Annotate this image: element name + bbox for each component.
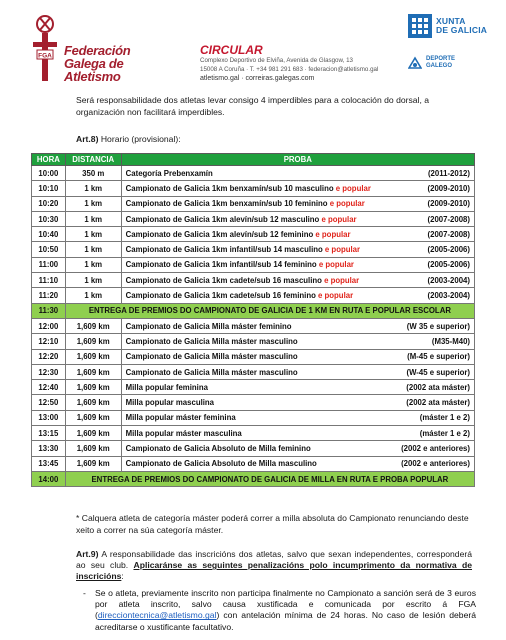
- proba-popular: e popular: [321, 275, 360, 285]
- cell-distancia: 1 km: [65, 242, 121, 257]
- proba-category: (2005-2006): [427, 245, 470, 255]
- xunta-line: XUNTA: [436, 16, 466, 26]
- schedule-row: [32, 242, 475, 257]
- cell-proba: [121, 426, 474, 441]
- circular-websites: atletismo.gal · correiras.galegas.com: [200, 75, 315, 83]
- art8-heading: [76, 133, 476, 145]
- cell-hora: 10:40: [32, 227, 66, 242]
- proba-category: (2002 e anteriores): [401, 459, 470, 469]
- schedule-row: [32, 380, 475, 395]
- cell-hora: 10:00: [32, 166, 66, 181]
- proba-name: [126, 337, 298, 346]
- fga-logo-text: FGA: [38, 52, 52, 60]
- proba-title: Campionato de Galicia Absoluto de Milla feminino: [125, 443, 311, 453]
- schedule-award-row: [32, 471, 475, 486]
- proba-title: Campionato de Galicia 1km benxamín/sub 10 masculino: [125, 183, 334, 193]
- proba-name: [126, 368, 298, 377]
- schedule-award-row: [32, 303, 475, 318]
- cell-proba: [121, 273, 474, 288]
- cell-distancia: 1,609 km: [65, 318, 121, 333]
- proba-popular: e popular: [322, 245, 361, 255]
- proba-name: [126, 352, 298, 361]
- proba-category: (2007-2008): [427, 214, 470, 224]
- cell-distancia: 1 km: [65, 227, 121, 242]
- art9-paragraph: [76, 549, 472, 583]
- proba-title: Campionato de Galicia 1km benxamín/sub 10 feminino: [125, 199, 328, 209]
- proba-category: (2009-2010): [427, 183, 470, 193]
- proba-popular: e popular: [319, 214, 357, 224]
- deporte-mark-icon: [408, 56, 422, 70]
- cell-proba: [121, 242, 474, 257]
- schedule-row: [32, 426, 475, 441]
- proba-title: Milla popular masculina: [125, 398, 215, 408]
- cell-proba: [121, 288, 474, 303]
- proba-popular: e popular: [333, 183, 371, 193]
- schedule-row: [32, 456, 475, 471]
- circular-block: [200, 44, 378, 83]
- proba-name: [126, 429, 242, 438]
- proba-category: (2007-2008): [427, 229, 470, 239]
- schedule-row: [32, 273, 475, 288]
- proba-category: (W-45 e superior): [406, 367, 470, 377]
- art9-label: Art.9): [76, 549, 99, 559]
- proba-name: [126, 230, 351, 239]
- schedule-row: [32, 441, 475, 456]
- xunta-text: [436, 17, 487, 35]
- proba-popular: e popular: [315, 291, 354, 301]
- cell-proba: [121, 257, 474, 272]
- proba-category: (M-45 e superior): [407, 352, 470, 362]
- bullet-text-end: ) con antelación mínima de 24 horas. No caso de lesión deberá acreditarse o xustificante facultativo.: [95, 610, 476, 632]
- proba-category: (2009-2010): [427, 199, 470, 209]
- email-link[interactable]: direcciontecnica@atletismo.gal: [97, 610, 217, 621]
- cell-hora: 13:15: [32, 426, 66, 441]
- cell-proba: [121, 380, 474, 395]
- schedule-row: [32, 227, 475, 242]
- cell-hora: 11:20: [32, 288, 66, 303]
- org-name-line: Atletismo: [64, 69, 121, 84]
- schedule-row: [32, 166, 475, 181]
- cell-hora: 12:50: [32, 395, 66, 410]
- proba-category: (2002 ata máster): [406, 398, 470, 408]
- circular-title: CIRCULAR: [200, 43, 263, 57]
- proba-title: Campionato de Galicia 1km infantil/sub 14 masculino: [125, 245, 323, 255]
- schedule-row: [32, 410, 475, 425]
- cell-hora: 11:00: [32, 257, 66, 272]
- penalty-bullet: [83, 588, 476, 633]
- proba-category: (2011-2012): [427, 168, 470, 178]
- schedule-row: [32, 349, 475, 364]
- cell-hora: 10:50: [32, 242, 66, 257]
- proba-name: [126, 444, 311, 453]
- schedule-row: [32, 395, 475, 410]
- proba-category: (2005-2006): [427, 260, 470, 270]
- cell-distancia: 1 km: [65, 257, 121, 272]
- proba-name: [126, 459, 317, 468]
- proba-name: [126, 398, 214, 407]
- cell-distancia: 1 km: [65, 211, 121, 226]
- cell-proba: [121, 364, 474, 379]
- cell-hora: 12:40: [32, 380, 66, 395]
- schedule-row: [32, 364, 475, 379]
- col-header-distancia: DISTANCIA: [65, 154, 121, 166]
- cell-hora: 12:20: [32, 349, 66, 364]
- proba-title: Campionato de Galicia Milla máster feminino: [125, 321, 292, 331]
- proba-name: [126, 291, 353, 300]
- cell-hora: 10:30: [32, 211, 66, 226]
- proba-title: Campionato de Galicia 1km alevín/sub 12 masculino: [125, 214, 320, 224]
- cell-hora: 12:00: [32, 318, 66, 333]
- proba-title: Campionato de Galicia 1km alevín/sub 12 feminino: [125, 229, 314, 239]
- proba-category: (2002 ata máster): [406, 382, 470, 392]
- schedule-row: [32, 211, 475, 226]
- schedule-row: [32, 181, 475, 196]
- cell-hora: 12:30: [32, 364, 66, 379]
- cell-distancia: 1,609 km: [65, 334, 121, 349]
- cell-hora: 13:30: [32, 441, 66, 456]
- xunta-line: DE GALICIA: [436, 25, 488, 35]
- cell-hora: 11:30: [32, 303, 66, 318]
- cell-hora: 13:00: [32, 410, 66, 425]
- cell-distancia: 1,609 km: [65, 349, 121, 364]
- cell-award: ENTREGA DE PREMIOS DO CAMPIONATO DE GALICIA DE MILLA EN RUTA E PROBA POPULAR: [65, 471, 474, 486]
- master-footnote: * Calquera atleta de categoría máster poderá correr a milla absoluta do Campionato renunciando deste xeito a correr na súa categoría máster.: [76, 513, 469, 535]
- proba-category: (W 35 e superior): [406, 321, 470, 331]
- proba-name: [126, 199, 365, 208]
- cell-distancia: 1 km: [65, 288, 121, 303]
- proba-title: Campionato de Galicia Absoluto de Milla masculino: [125, 459, 317, 469]
- cell-proba: [121, 211, 474, 226]
- xunta-emblem-icon: [408, 14, 432, 38]
- proba-title: Campionato de Galicia 1km cadete/sub 16 masculino: [125, 275, 322, 285]
- proba-name: [126, 413, 236, 422]
- cell-hora: 10:20: [32, 196, 66, 211]
- circular-contact: 15008 A Coruña · T. +34 981 291 683 · federacion@atletismo.gal: [200, 65, 379, 73]
- cell-hora: 12:10: [32, 334, 66, 349]
- cell-proba: [121, 395, 474, 410]
- cell-proba: [121, 456, 474, 471]
- cell-distancia: 1,609 km: [65, 456, 121, 471]
- bullet-text: Se o atleta, previamente inscrito non participa finalmente no Campionato a sanción será de 3 euros por atleta inscrito, salvo causa xustificada e comunicada por escrito á FGA (: [95, 588, 476, 621]
- proba-name: [126, 322, 292, 331]
- schedule-row: [32, 257, 475, 272]
- cell-distancia: 1 km: [65, 273, 121, 288]
- proba-name: [126, 184, 371, 193]
- page-header: [0, 0, 506, 92]
- schedule-row: [32, 318, 475, 333]
- col-header-proba: PROBA: [121, 154, 474, 166]
- art9-colon: :: [121, 571, 124, 582]
- proba-name: [126, 215, 357, 224]
- schedule-row: [32, 288, 475, 303]
- proba-popular: e popular: [327, 199, 365, 209]
- cell-distancia: 350 m: [65, 166, 121, 181]
- proba-name: [126, 260, 354, 269]
- circular-address: Complexo Deportivo de Elviña, Avenida de Glasgow, 13: [200, 57, 353, 64]
- proba-name: [126, 245, 360, 254]
- cell-proba: [121, 181, 474, 196]
- proba-popular: e popular: [316, 260, 354, 270]
- proba-title: Campionato de Galicia Milla máster masculino: [125, 336, 298, 346]
- cell-hora: 14:00: [32, 471, 66, 486]
- art9-text: A responsabilidade das inscricións dos atletas, salvo que sexan independentes, corresponderá ao seu club.: [76, 549, 472, 571]
- proba-name: [126, 383, 208, 392]
- proba-title: Campionato de Galicia 1km cadete/sub 16 feminino: [125, 291, 316, 301]
- proba-popular: e popular: [313, 229, 351, 239]
- proba-name: [126, 169, 213, 178]
- org-name: [64, 44, 130, 83]
- cell-proba: [121, 227, 474, 242]
- proba-title: Milla popular feminina: [125, 382, 208, 392]
- fga-logo-icon: [28, 12, 62, 84]
- proba-title: Campionato de Galicia Milla máster masculino: [125, 352, 298, 362]
- proba-category: (2003-2004): [427, 275, 470, 285]
- deporte-galego-logo: [408, 56, 488, 70]
- schedule-body: [32, 166, 475, 487]
- proba-category: (2003-2004): [427, 291, 470, 301]
- cell-proba: [121, 334, 474, 349]
- proba-title: Milla popular máster masculina: [125, 428, 242, 438]
- cell-hora: 10:10: [32, 181, 66, 196]
- cell-proba: [121, 166, 474, 181]
- proba-category: (máster 1 e 2): [419, 428, 470, 438]
- schedule-header-row: [32, 154, 475, 166]
- cell-distancia: 1,609 km: [65, 410, 121, 425]
- cell-proba: [121, 349, 474, 364]
- cell-distancia: 1 km: [65, 196, 121, 211]
- schedule-table: [31, 153, 475, 487]
- deporte-line: DEPORTE: [426, 56, 456, 63]
- deporte-line: GALEGO: [426, 63, 453, 69]
- cell-distancia: 1,609 km: [65, 380, 121, 395]
- cell-hora: 11:10: [32, 273, 66, 288]
- schedule-row: [32, 196, 475, 211]
- proba-category: (2002 e anteriores): [401, 443, 470, 453]
- proba-title: Campionato de Galicia Milla máster masculino: [125, 367, 298, 377]
- cell-distancia: 1,609 km: [65, 426, 121, 441]
- proba-title: Categoría Prebenxamín: [125, 168, 213, 178]
- art8-label: Art.8): [76, 134, 99, 144]
- proba-title: Milla popular máster feminina: [125, 413, 236, 423]
- proba-category: (M35-M40): [431, 336, 470, 346]
- intro-paragraph: Será responsabilidade dos atletas levar consigo 4 imperdibles para a colocación do dorsal, a organización non facilitará imperdibles.: [76, 95, 430, 117]
- proba-name: [126, 276, 360, 285]
- art9-penalty-heading: Aplicaránse as seguintes penalizacións polo incumprimento da normativa de inscricións: [76, 560, 473, 582]
- bullet-dash: -: [83, 588, 86, 598]
- cell-award: ENTREGA DE PREMIOS DO CAMPIONATO DE GALICIA DE 1 KM EN RUTA E POPULAR ESCOLAR: [65, 303, 474, 318]
- proba-title: Campionato de Galicia 1km infantil/sub 14 feminino: [125, 260, 317, 270]
- proba-category: (máster 1 e 2): [419, 413, 470, 423]
- cell-distancia: 1 km: [65, 181, 121, 196]
- cell-proba: [121, 410, 474, 425]
- schedule-row: [32, 334, 475, 349]
- col-header-hora: HORA: [32, 154, 66, 166]
- cell-hora: 13:45: [32, 456, 66, 471]
- cell-proba: [121, 441, 474, 456]
- art8-text: Horario (provisional):: [98, 134, 181, 144]
- cell-distancia: 1,609 km: [65, 441, 121, 456]
- cell-distancia: 1,609 km: [65, 395, 121, 410]
- org-name-line: Galega de: [64, 56, 124, 71]
- xunta-logo: [408, 14, 488, 70]
- cell-proba: [121, 196, 474, 211]
- cell-distancia: 1,609 km: [65, 364, 121, 379]
- org-name-line: Federación: [64, 43, 131, 58]
- cell-proba: [121, 318, 474, 333]
